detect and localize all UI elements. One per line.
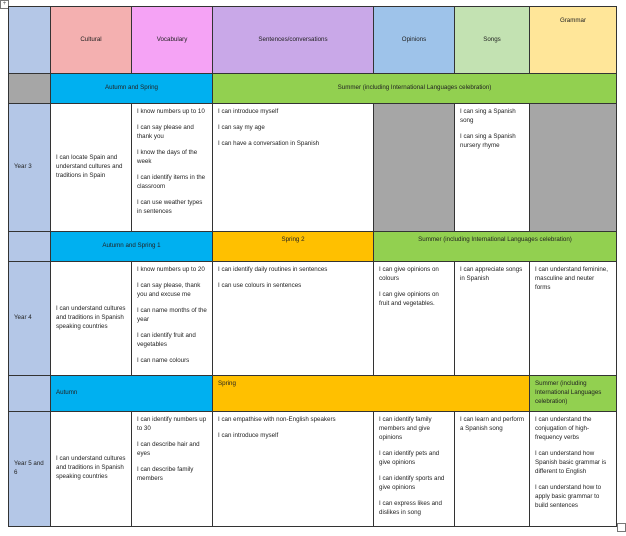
year56-grammar xyxy=(530,411,617,526)
list-item: I can say please and thank you xyxy=(137,123,194,140)
list-item: I can empathise with non-English speakers xyxy=(218,415,336,423)
band-blank-cell xyxy=(9,232,51,262)
list-item: I can say please, thank you and excuse me xyxy=(137,281,201,298)
list-item: I can identify family members and give opinions xyxy=(379,415,432,441)
year4-cultural: I can understand cultures and traditions in Spanish speaking countries xyxy=(51,262,132,376)
header-corner-cell xyxy=(9,7,51,74)
list-item: I can identify fruit and vegetables xyxy=(137,331,196,348)
year56-opinions xyxy=(374,411,455,526)
header-cultural: Cultural xyxy=(51,7,132,74)
list-item: I can use weather types in sentences xyxy=(137,198,203,215)
band-spring: Spring xyxy=(213,376,530,412)
list-item: I can understand feminine, masculine and neuter forms xyxy=(535,266,608,291)
list-item: I can appreciate songs in Spanish xyxy=(460,266,523,282)
list-item: I can say my age xyxy=(218,123,265,131)
year3-opinions-blank xyxy=(374,104,455,232)
band-blank-cell xyxy=(9,74,51,104)
curriculum-table xyxy=(8,6,617,527)
year3-cultural: I can locate Spain and understand cultures and traditions in Spain xyxy=(51,104,132,232)
list-item: I can describe family members xyxy=(137,465,194,482)
list-item: I can name months of the year xyxy=(137,306,207,323)
list-item: I can introduce myself xyxy=(218,431,279,439)
list-item: I can learn and perform a Spanish song xyxy=(460,415,524,432)
year56-vocabulary xyxy=(132,411,213,526)
year56-cultural: I can understand cultures and traditions in Spanish speaking countries xyxy=(51,411,132,526)
list-item: I can introduce myself xyxy=(218,108,279,115)
header-songs: Songs xyxy=(455,7,530,74)
header-vocabulary: Vocabulary xyxy=(132,7,213,74)
year4-songs xyxy=(455,262,530,376)
table-move-handle-icon[interactable]: + xyxy=(0,0,9,9)
year4-row xyxy=(9,262,617,376)
list-item: I can identify numbers up to 30 xyxy=(137,415,207,432)
list-item: I can identify pets and give opinions xyxy=(379,449,440,466)
list-item: I can understand how to apply basic grammar to build sentences xyxy=(535,483,602,509)
list-item: I can give opinions on colours xyxy=(379,266,439,282)
band-spring2: Spring 2 xyxy=(213,232,374,262)
year4-term-band xyxy=(9,232,617,262)
header-sentences: Sentences/conversations xyxy=(213,7,374,74)
year3-grammar-blank xyxy=(530,104,617,232)
year3-songs xyxy=(455,104,530,232)
year4-opinions xyxy=(374,262,455,376)
year56-songs xyxy=(455,411,530,526)
year56-term-band xyxy=(9,376,617,412)
band-autumn-spring1: Autumn and Spring 1 xyxy=(51,232,213,262)
list-item: I can describe hair and eyes xyxy=(137,440,200,457)
list-item: I can understand the conjugation of high-frequency verbs xyxy=(535,415,592,441)
list-item: I can identify daily routines in sentences xyxy=(218,266,328,273)
header-grammar: Grammar xyxy=(530,7,617,74)
list-item: I can identify items in the classroom xyxy=(137,173,206,190)
year4-vocabulary xyxy=(132,262,213,376)
list-item: I can give opinions on fruit and vegetables. xyxy=(379,290,439,307)
list-item: I can have a conversation in Spanish xyxy=(218,139,320,147)
band-summer: Summer (including International Languages celebration) xyxy=(374,232,617,262)
list-item: I can name colours xyxy=(137,356,190,364)
year4-sentences xyxy=(213,262,374,376)
year3-sentences xyxy=(213,104,374,232)
header-opinions: Opinions xyxy=(374,7,455,74)
list-item: I can identify sports and give opinions xyxy=(379,474,445,491)
band-autumn: Autumn xyxy=(51,376,213,412)
header-row xyxy=(9,7,617,74)
list-item: I can express likes and dislikes in song xyxy=(379,499,442,516)
list-item: I know the days of the week xyxy=(137,148,198,165)
row-label-year56: Year 5 and 6 xyxy=(9,411,51,526)
list-item: I know numbers up to 20 xyxy=(137,266,205,273)
list-item: I know numbers up to 10 xyxy=(137,108,205,115)
list-item: I can use colours in sentences xyxy=(218,281,302,289)
year56-row xyxy=(9,411,617,526)
year3-row xyxy=(9,104,617,232)
list-item: I can sing a Spanish song xyxy=(460,108,516,124)
band-blank-cell xyxy=(9,376,51,412)
row-label-year3: Year 3 xyxy=(9,104,51,232)
band-summer: Summer (including International Languages celebration) xyxy=(530,376,617,412)
band-summer: Summer (including International Languages celebration) xyxy=(213,74,617,104)
year4-grammar xyxy=(530,262,617,376)
year56-sentences xyxy=(213,411,374,526)
table-resize-handle-icon[interactable] xyxy=(617,523,626,532)
row-label-year4: Year 4 xyxy=(9,262,51,376)
band-autumn-spring: Autumn and Spring xyxy=(51,74,213,104)
list-item: I can understand how Spanish basic grammar is different to English xyxy=(535,449,607,475)
list-item: I can sing a Spanish nursery rhyme xyxy=(460,132,516,149)
year3-vocabulary xyxy=(132,104,213,232)
year3-term-band xyxy=(9,74,617,104)
